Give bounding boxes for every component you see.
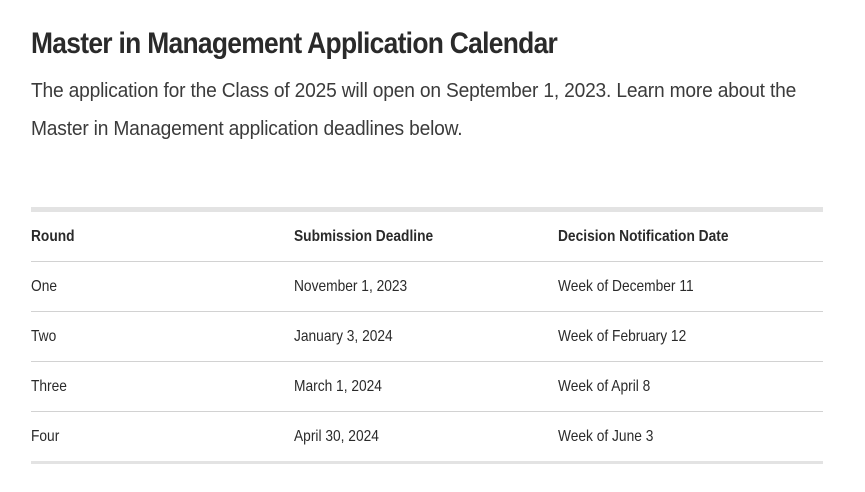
- table-row: [31, 412, 823, 461]
- round-cell: Two: [31, 327, 57, 345]
- application-calendar-table: [31, 207, 823, 464]
- submission-deadline-cell: April 30, 2024: [294, 427, 379, 445]
- submission-deadline-cell: January 3, 2024: [294, 327, 393, 345]
- page-title: Master in Management Application Calendar: [31, 27, 558, 60]
- decision-date-cell: Week of December 11: [558, 277, 694, 295]
- round-cell: Three: [31, 377, 67, 395]
- header-round: Round: [31, 227, 75, 245]
- page-content: [31, 0, 823, 445]
- round-cell: Four: [31, 427, 60, 445]
- submission-deadline-cell: March 1, 2024: [294, 377, 382, 395]
- header-decision-notification-date: Decision Notification Date: [558, 227, 729, 245]
- table-header-row: [31, 212, 823, 262]
- decision-date-cell: Week of June 3: [558, 427, 654, 445]
- intro-paragraph: The application for the Class of 2025 will open on September 1, 2023. Learn more about the Master in Management application deadlines below.: [31, 80, 797, 140]
- header-submission-deadline: Submission Deadline: [294, 227, 434, 245]
- decision-date-cell: Week of April 8: [558, 377, 651, 395]
- decision-date-cell: Week of February 12: [558, 327, 687, 345]
- round-cell: One: [31, 277, 58, 295]
- table-row: [31, 262, 823, 312]
- submission-deadline-cell: November 1, 2023: [294, 277, 408, 295]
- table-row: [31, 312, 823, 362]
- table-row: [31, 362, 823, 412]
